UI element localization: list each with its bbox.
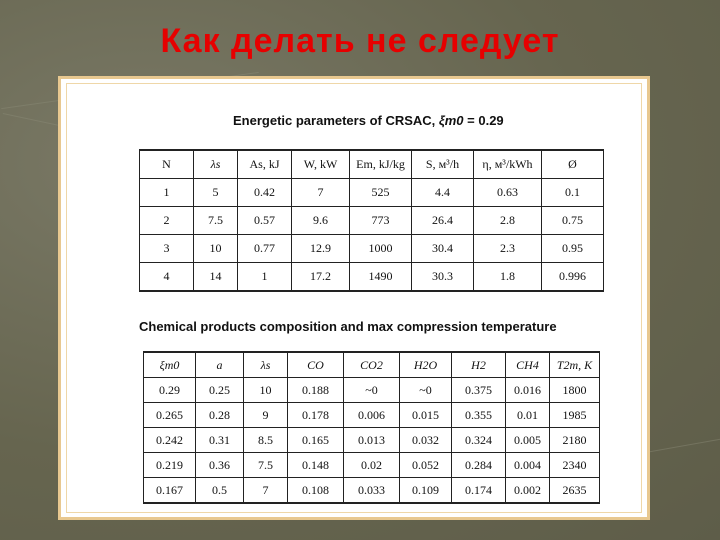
table-row (144, 478, 600, 504)
table-cell: 0.5 (196, 478, 244, 504)
header-cell: W, kW (292, 150, 350, 179)
table-cell: 0.42 (238, 179, 292, 207)
table-row (140, 207, 604, 235)
table1-caption (233, 113, 504, 128)
table-cell: 0.77 (238, 235, 292, 263)
table-cell: 1985 (550, 403, 600, 428)
table-cell: 2635 (550, 478, 600, 504)
table-cell: 0.005 (506, 428, 550, 453)
table-cell: 0.242 (144, 428, 196, 453)
table-cell: 0.28 (196, 403, 244, 428)
table-cell: 0.167 (144, 478, 196, 504)
header-cell: a (196, 352, 244, 378)
table-cell: 0.996 (542, 263, 604, 292)
table-cell: 8.5 (244, 428, 288, 453)
table-cell: 5 (194, 179, 238, 207)
table-cell: 0.108 (288, 478, 344, 504)
table-cell: 0.25 (196, 378, 244, 403)
table-cell: 10 (244, 378, 288, 403)
table-cell: 1.8 (474, 263, 542, 292)
table-cell: 0.006 (344, 403, 400, 428)
table-row (140, 263, 604, 292)
slide-title: Как делать не следует (160, 22, 560, 60)
table-cell: 0.375 (452, 378, 506, 403)
table-cell: 0.016 (506, 378, 550, 403)
table-cell: 1000 (350, 235, 412, 263)
table-row (144, 403, 600, 428)
header-cell: λs (244, 352, 288, 378)
table-row (144, 428, 600, 453)
table-cell: 0.36 (196, 453, 244, 478)
header-cell: Em, kJ/kg (350, 150, 412, 179)
table-cell: 3 (140, 235, 194, 263)
table-cell: 0.013 (344, 428, 400, 453)
energetic-parameters-table (139, 149, 604, 292)
table-row (144, 453, 600, 478)
table-header-row (140, 150, 604, 179)
table-cell: 0.355 (452, 403, 506, 428)
table-cell: 0.29 (144, 378, 196, 403)
table-cell: 0.324 (452, 428, 506, 453)
table-cell: 0.015 (400, 403, 452, 428)
chemical-composition-table (143, 351, 600, 504)
header-cell: λs (194, 150, 238, 179)
table-cell: 1 (140, 179, 194, 207)
table-cell: 17.2 (292, 263, 350, 292)
table-cell: 4.4 (412, 179, 474, 207)
table-cell: 0.95 (542, 235, 604, 263)
table-cell: 0.284 (452, 453, 506, 478)
header-cell: S, м³/h (412, 150, 474, 179)
header-cell: H2 (452, 352, 506, 378)
table-cell: 0.148 (288, 453, 344, 478)
table-cell: 0.188 (288, 378, 344, 403)
table-cell: 773 (350, 207, 412, 235)
header-cell: Ø (542, 150, 604, 179)
table-cell: 0.219 (144, 453, 196, 478)
table-cell: 1800 (550, 378, 600, 403)
header-cell: N (140, 150, 194, 179)
table-cell: 0.004 (506, 453, 550, 478)
header-cell: T2m, K (550, 352, 600, 378)
table-cell: 30.4 (412, 235, 474, 263)
table-cell: 1490 (350, 263, 412, 292)
table-cell: 0.02 (344, 453, 400, 478)
header-cell: H2O (400, 352, 452, 378)
table-row (144, 378, 600, 403)
table-cell: 9.6 (292, 207, 350, 235)
table-cell: 2340 (550, 453, 600, 478)
table-cell: 7.5 (194, 207, 238, 235)
table-row (140, 235, 604, 263)
table-cell: 0.109 (400, 478, 452, 504)
table-cell: 2180 (550, 428, 600, 453)
table-cell: 1 (238, 263, 292, 292)
table-cell: 2.8 (474, 207, 542, 235)
table-cell: ~0 (400, 378, 452, 403)
slide-content-frame (58, 76, 650, 520)
table-cell: 0.75 (542, 207, 604, 235)
table2-caption: Chemical products composition and max compression temperature (139, 319, 557, 334)
table-cell: 0.01 (506, 403, 550, 428)
table-row (140, 179, 604, 207)
table-cell: 0.033 (344, 478, 400, 504)
table-cell: 26.4 (412, 207, 474, 235)
table-cell: 12.9 (292, 235, 350, 263)
header-cell: η, м³/kWh (474, 150, 542, 179)
table-cell: 7 (244, 478, 288, 504)
table-cell: 0.052 (400, 453, 452, 478)
table-cell: 0.1 (542, 179, 604, 207)
table-header-row (144, 352, 600, 378)
table-cell: 0.31 (196, 428, 244, 453)
table-cell: 9 (244, 403, 288, 428)
header-cell: As, kJ (238, 150, 292, 179)
header-cell: CH4 (506, 352, 550, 378)
table-cell: 14 (194, 263, 238, 292)
header-cell: CO (288, 352, 344, 378)
table-cell: 0.57 (238, 207, 292, 235)
table-cell: 0.002 (506, 478, 550, 504)
table1-caption-var: ξm0 (438, 113, 464, 128)
table1-caption-suffix: = 0.29 (463, 113, 504, 128)
table-cell: 7.5 (244, 453, 288, 478)
table-cell: 0.165 (288, 428, 344, 453)
table-cell: ~0 (344, 378, 400, 403)
table-cell: 7 (292, 179, 350, 207)
table-cell: 0.265 (144, 403, 196, 428)
table-cell: 0.032 (400, 428, 452, 453)
header-cell: ξm0 (144, 352, 196, 378)
table-cell: 4 (140, 263, 194, 292)
header-cell: CO2 (344, 352, 400, 378)
table-cell: 2 (140, 207, 194, 235)
table-cell: 0.174 (452, 478, 506, 504)
table-cell: 0.63 (474, 179, 542, 207)
table-cell: 525 (350, 179, 412, 207)
table-cell: 2.3 (474, 235, 542, 263)
table-cell: 0.178 (288, 403, 344, 428)
table-cell: 30.3 (412, 263, 474, 292)
table-cell: 10 (194, 235, 238, 263)
table1-caption-prefix: Energetic parameters of CRSAC, (233, 113, 439, 128)
